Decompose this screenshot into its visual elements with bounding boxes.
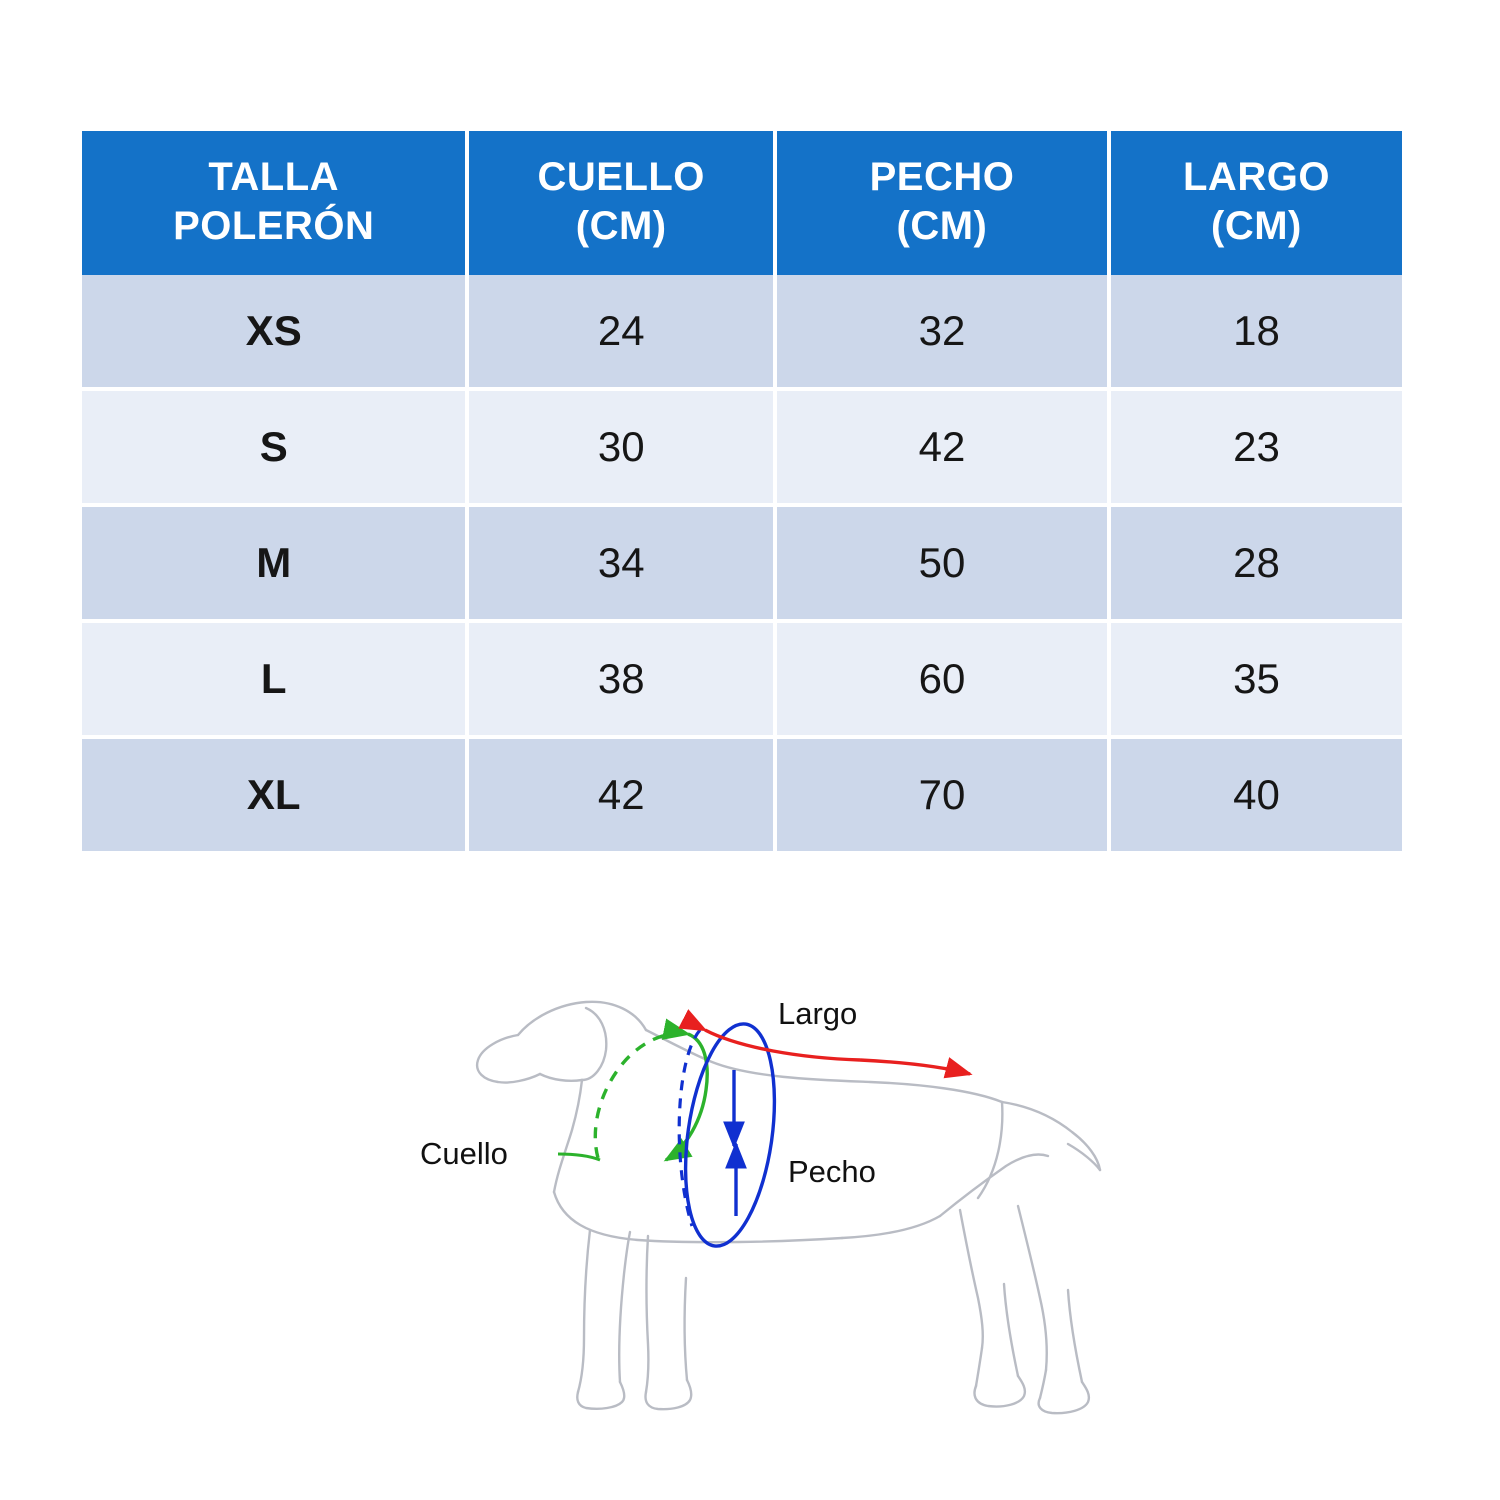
column-header-cuello [467, 131, 775, 275]
table-row [82, 505, 1402, 621]
label-pecho: Pecho [788, 1154, 876, 1189]
largo-measure-arrow [705, 1030, 970, 1074]
label-largo: Largo [778, 996, 858, 1031]
cell-pecho: 70 [775, 737, 1109, 851]
cell-size: XL [82, 737, 467, 851]
cell-size: M [82, 505, 467, 621]
column-header-talla-line1: TALLA [208, 155, 340, 199]
cell-cuello: 38 [467, 621, 775, 737]
column-header-largo-line2: (CM) [1211, 203, 1302, 248]
dog-measurement-diagram [400, 930, 1160, 1450]
dog-outline-icon [477, 1002, 1100, 1413]
column-header-pecho [775, 131, 1109, 275]
cell-largo: 28 [1109, 505, 1402, 621]
cell-largo: 18 [1109, 275, 1402, 389]
cell-largo: 23 [1109, 389, 1402, 505]
size-table [82, 131, 1402, 851]
cell-size: S [82, 389, 467, 505]
table-row [82, 737, 1402, 851]
cell-pecho: 60 [775, 621, 1109, 737]
cell-size: L [82, 621, 467, 737]
column-header-pecho-line1: PECHO [869, 155, 1015, 199]
cell-size: XS [82, 275, 467, 389]
table-header [82, 131, 1402, 275]
column-header-largo [1109, 131, 1402, 275]
column-header-cuello-line2: (CM) [575, 203, 667, 248]
table-row [82, 275, 1402, 389]
cell-largo: 40 [1109, 737, 1402, 851]
cell-cuello: 24 [467, 275, 775, 389]
cell-pecho: 32 [775, 275, 1109, 389]
cell-pecho: 42 [775, 389, 1109, 505]
cell-cuello: 30 [467, 389, 775, 505]
column-header-talla [82, 131, 467, 275]
column-header-cuello-line1: CUELLO [537, 155, 705, 199]
column-header-talla-line2: POLERÓN [173, 203, 375, 248]
table-row [82, 621, 1402, 737]
label-cuello: Cuello [420, 1136, 508, 1171]
size-table-container [82, 131, 1402, 851]
table-header-row [82, 131, 1402, 275]
table-body [82, 275, 1402, 851]
cell-cuello: 34 [467, 505, 775, 621]
column-header-pecho-line2: (CM) [896, 203, 988, 248]
cell-cuello: 42 [467, 737, 775, 851]
cell-largo: 35 [1109, 621, 1402, 737]
column-header-largo-line1: LARGO [1183, 155, 1330, 199]
table-row [82, 389, 1402, 505]
cell-pecho: 50 [775, 505, 1109, 621]
